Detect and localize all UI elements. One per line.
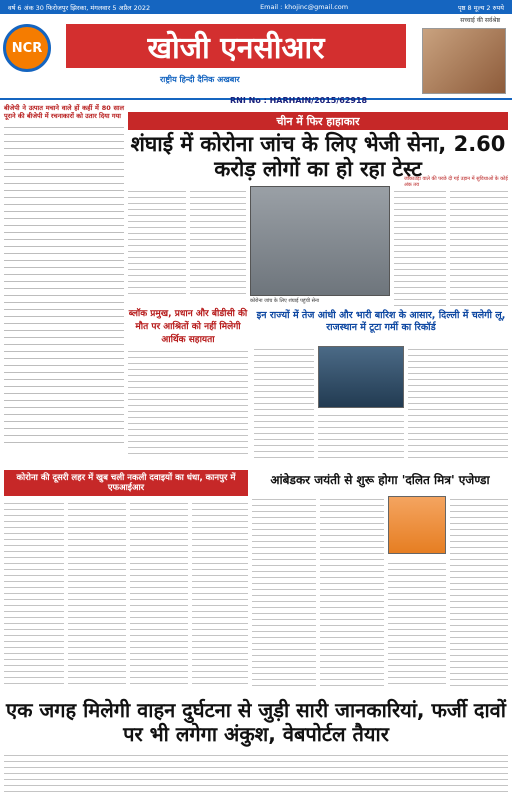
story-headline-5: एक जगह मिलेगी वाहन दुर्घटना से जुड़ी सारी जानकारियां, फर्जी दावों पर भी लगेगा अंकुश, वेबपोर्टल तैयार: [6, 698, 506, 746]
story-headline-3: कोरोना की दूसरी लहर में खुब चली नकली दवाइयों का धंधा, कानपुर में एफआईआर: [4, 470, 248, 496]
lead-text-col-4: [450, 188, 508, 306]
story-3-text-col-2: [68, 500, 126, 686]
story-1-text: [128, 348, 248, 458]
story-headline-1: ब्लॉक प्रमुख, प्रधान और बीडीसी की मौत पर आश्रितों को नहीं मिलेगी आर्थिक सहायता: [128, 309, 248, 345]
story-4-text-col-2: [320, 496, 384, 686]
story-4-text-col-4: [388, 560, 446, 686]
story-2-text-col-3: [408, 346, 508, 462]
story-4-text-col-1: [252, 496, 316, 686]
lead-text-col-2: [190, 188, 246, 298]
story-5-text: [4, 752, 508, 796]
rni-number: RNI No : HARHAIN/2015/62918: [230, 96, 368, 105]
lead-photo: [250, 186, 390, 296]
lead-headline: शंघाई में कोरोना जांच के लिए भेजी सेना, 2.60 करोड़ लोगों का हो रहा टेस्ट: [130, 132, 506, 181]
newspaper-subtitle: राष्ट्रीय हिन्दी दैनिक अखबार: [160, 75, 240, 84]
story-headline-4: आंबेडकर जयंती से शुरू होगा 'दलित मित्र' एजेण्डा: [270, 473, 490, 487]
lead-kicker: चीन में फिर हाहाकार: [128, 112, 508, 130]
issue-details: वर्ष 6 अंक 30 फिरोजपुर झिरका, मंगलवार 5 अप्रैल 2022: [8, 3, 151, 12]
sidebar-text: [4, 123, 124, 443]
story-3-text-col-3: [130, 500, 188, 686]
side-note: जोंकाउड़ा वाले की परछे दी गई उड़ान में सुविधाओं के कोई अंक तय: [404, 176, 508, 188]
story-headline-2: इन राज्यों में तेज आंधी और भारी बारिश के आसार, दिल्ली में चलेगी लू, राजस्थान में टूटा गर्मी का रिकॉर्ड: [256, 310, 506, 333]
lead-photo-caption: कोरोना जांच के लिए शंघाई पहुंची सेना: [250, 298, 320, 304]
story-2-text-col-2: [318, 412, 404, 462]
issue-info-bar: [0, 0, 512, 14]
newspaper-name: खोजी एनसीआर: [66, 24, 406, 68]
lead-text-col-1: [128, 188, 186, 298]
page-price: पृष्ठ 8 मूल्य 2 रुपये: [457, 3, 504, 12]
left-sidebar-column: [4, 104, 124, 454]
story-2-text-col-1: [254, 346, 314, 462]
lead-text-col-3: [394, 188, 446, 306]
storm-photo: [318, 346, 404, 408]
story-3-text-col-4: [192, 500, 248, 686]
tagline: सच्चाई की सर्वश्रेष्ठ: [460, 17, 500, 24]
story-4-text-col-3: [450, 496, 508, 686]
ncr-logo: NCR: [3, 24, 51, 72]
sidebar-headline: बीजेपी ने उत्पात मचाने वाले हों कहीं में 80 साल पूराने की बीजेपी में रचनाकारों को उतार दिया गया: [4, 104, 124, 120]
masthead: [0, 14, 512, 100]
celebrity-photo: [422, 28, 506, 94]
story-3-text-col-1: [4, 500, 64, 686]
politician-photo: [388, 496, 446, 554]
email-address: Email : khojinc@gmail.com: [260, 3, 349, 11]
